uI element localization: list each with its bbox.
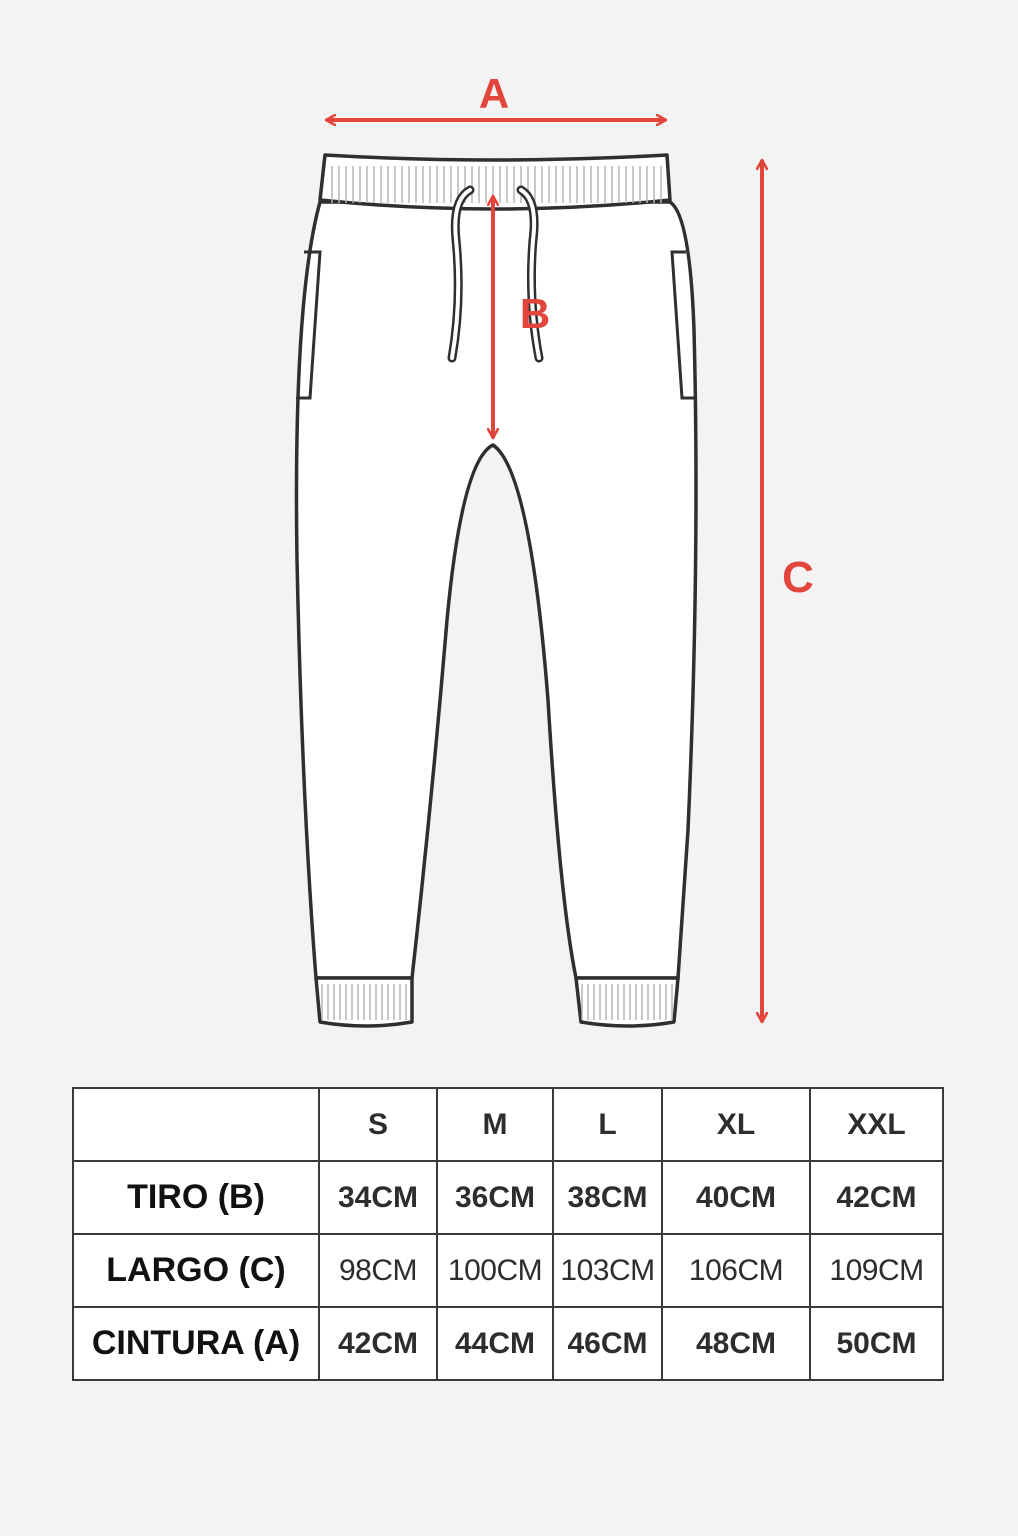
table-row — [73, 1161, 943, 1234]
table-cell: 50CM — [810, 1307, 943, 1380]
size-header-xl: XL — [662, 1088, 810, 1161]
table-cell: 36CM — [437, 1161, 553, 1234]
table-cell: 46CM — [553, 1307, 662, 1380]
table-cell: 100CM — [437, 1234, 553, 1307]
size-header-m: M — [437, 1088, 553, 1161]
table-row — [73, 1307, 943, 1380]
size-header-l: L — [553, 1088, 662, 1161]
table-row — [73, 1234, 943, 1307]
table-cell: 34CM — [319, 1161, 437, 1234]
right-cuff — [576, 978, 678, 1026]
table-cell: 44CM — [437, 1307, 553, 1380]
table-corner-cell — [73, 1088, 319, 1161]
table-cell: 42CM — [319, 1307, 437, 1380]
label-b: B — [519, 290, 551, 337]
table-cell: 109CM — [810, 1234, 943, 1307]
row-label-largo: LARGO (C) — [73, 1234, 319, 1307]
size-chart-table — [72, 1087, 944, 1381]
table-cell: 40CM — [662, 1161, 810, 1234]
table-cell: 103CM — [553, 1234, 662, 1307]
label-a: A — [478, 70, 510, 117]
pants-body — [296, 202, 696, 978]
row-label-tiro: TIRO (B) — [73, 1161, 319, 1234]
table-cell: 48CM — [662, 1307, 810, 1380]
table-header-row — [73, 1088, 943, 1161]
size-header-s: S — [319, 1088, 437, 1161]
table-cell: 98CM — [319, 1234, 437, 1307]
table-cell: 42CM — [810, 1161, 943, 1234]
row-label-cintura: CINTURA (A) — [73, 1307, 319, 1380]
size-header-xxl: XXL — [810, 1088, 943, 1161]
label-c: C — [782, 553, 814, 602]
table-cell: 106CM — [662, 1234, 810, 1307]
table-cell: 38CM — [553, 1161, 662, 1234]
